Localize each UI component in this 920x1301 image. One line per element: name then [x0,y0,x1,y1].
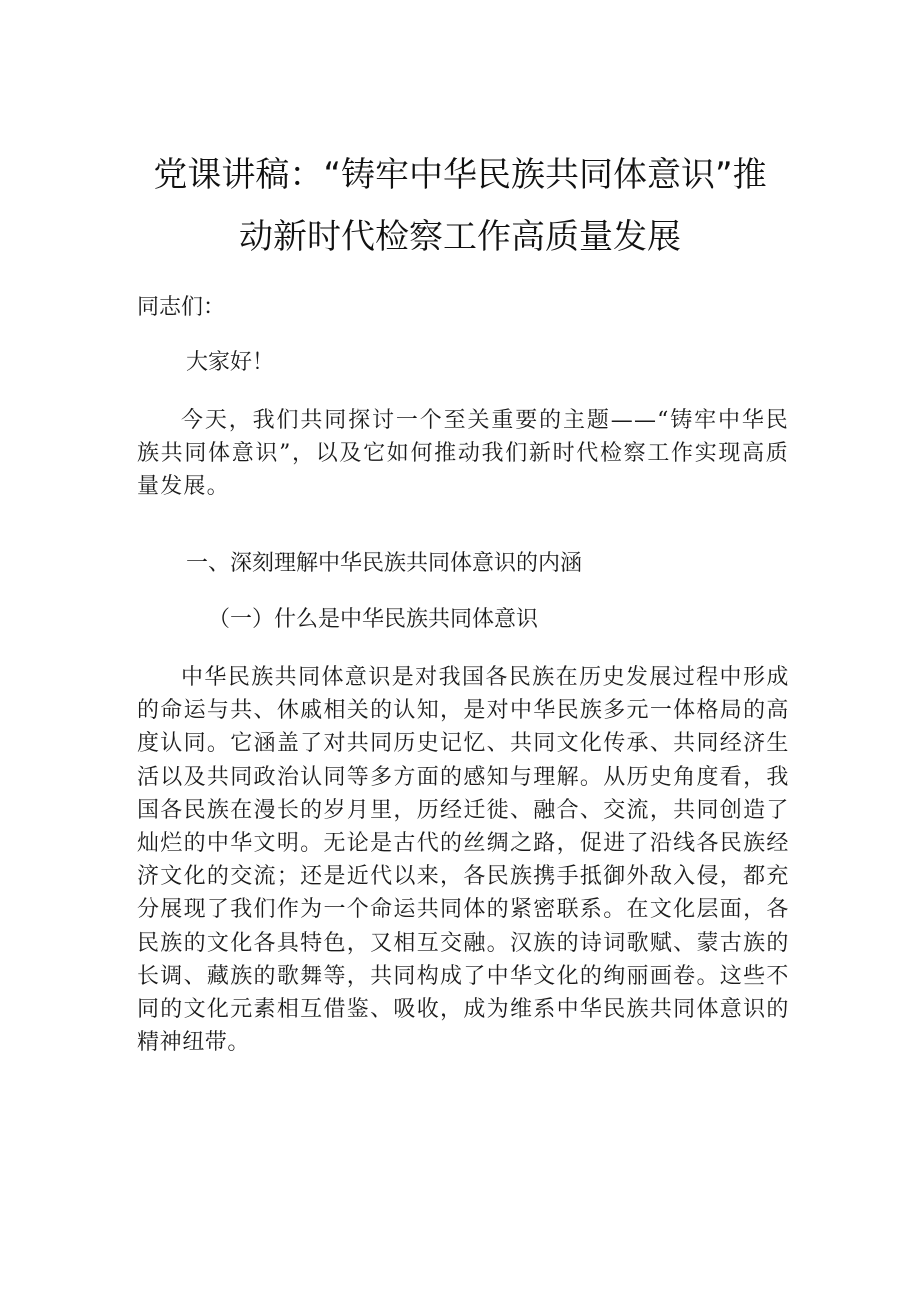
document-title-line-1: 党课讲稿：“铸牢中华民族共同体意识”推 [153,155,767,195]
intro-text: 今天，我们共同探讨一个至关重要的主题——“铸牢中华民族共同体意识”，以及它如何推动我们新时代检察工作实现高质量发展。 [137,408,789,500]
subsection-heading: （一）什么是中华民族共同体意识 [208,607,539,632]
body-text: 中华民族共同体意识是对我国各民族在历史发展过程中形成的命运与共、休戚相关的认知，是对中华民族多元一体格局的高度认同。它涵盖了对共同历史记忆、共同文化传承、共同经济生活以及共同政治认同等多方面的感知与理解。从历史角度看，我国各民族在漫长的岁月里，历经迁徙、融合、交流，共同创造了灿烂的中华文明。无论是古代的丝绸之路，促进了沿线各民族经济文化的交流；还是近代以来，各民族携手抵御外敌入侵，都充分展现了我们作为一个命运共同体的紧密联系。在文化层面，各民族的文化各具特色，又相互交融。汉族的诗词歌赋、蒙古族的长调、藏族的歌舞等，共同构成了中华文化的绚丽画卷。这些不同的文化元素相互借鉴、吸收，成为维系中华民族共同体意识的精神纽带。 [137,665,789,1056]
section-heading: 一、深刻理解中华民族共同体意识的内涵 [186,551,583,576]
document-title-line-2: 动新时代检察工作高质量发展 [239,217,681,257]
intro-paragraph [137,404,789,504]
greeting: 大家好！ [186,350,275,375]
salutation: 同志们： [137,295,226,320]
body-paragraph [137,661,789,1059]
